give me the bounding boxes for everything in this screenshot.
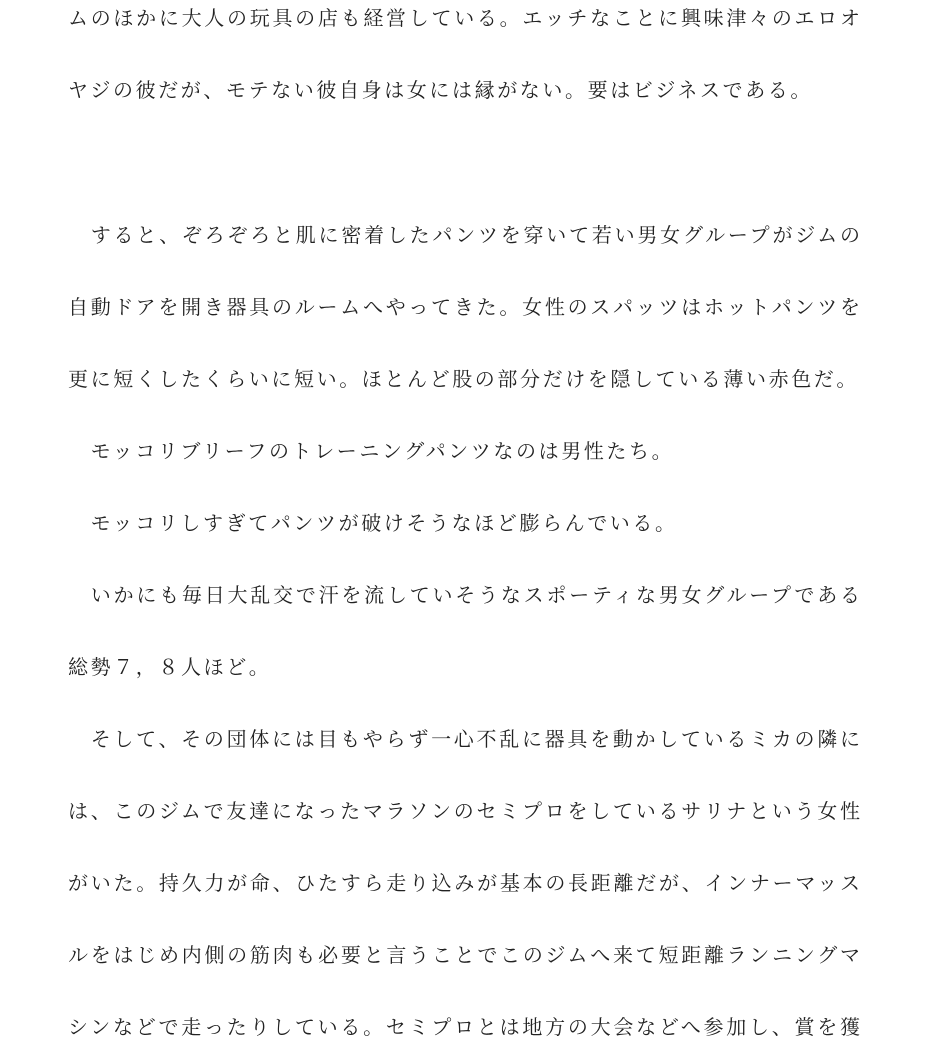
text-line: 更に短くしたくらいに短い。ほとんど股の部分だけを隠している薄い赤色だ。	[68, 367, 859, 391]
text-line: 総勢７，８人ほど。	[68, 655, 272, 679]
text-line: ルをはじめ内側の筋肉も必要と言うことでこのジムへ来て短距離ランニングマ	[68, 943, 860, 967]
text-line: モッコリしすぎてパンツが破けそうなほど膨らんでいる。	[68, 511, 678, 535]
text-line: ムのほかに大人の玩具の店も経営している。エッチなことに興味津々のエロオ	[68, 6, 860, 30]
text-line: 自動ドアを開き器具のルームへやってきた。女性のスパッツはホットパンツを	[68, 295, 860, 319]
text-line: がいた。持久力が命、ひたすら走り込みが基本の長距離だが、インナーマッス	[68, 871, 860, 895]
text-line: は、このジムで友達になったマラソンのセミプロをしているサリナという女性	[68, 799, 860, 823]
text-line: そして、その団体には目もやらず一心不乱に器具を動かしているミカの隣に	[68, 727, 860, 751]
text-line: シンなどで走ったりしている。セミプロとは地方の大会などへ参加し、賞を獲	[68, 1015, 860, 1039]
text-line: モッコリブリーフのトレーニングパンツなのは男性たち。	[68, 439, 675, 463]
text-line: いかにも毎日大乱交で汗を流していそうなスポーティな男女グループである	[68, 583, 860, 607]
text-line: すると、ぞろぞろと肌に密着したパンツを穿いて若い男女グループがジムの	[68, 223, 860, 247]
text-line: ヤジの彼だが、モテない彼自身は女には縁がない。要はビジネスである。	[68, 78, 813, 102]
